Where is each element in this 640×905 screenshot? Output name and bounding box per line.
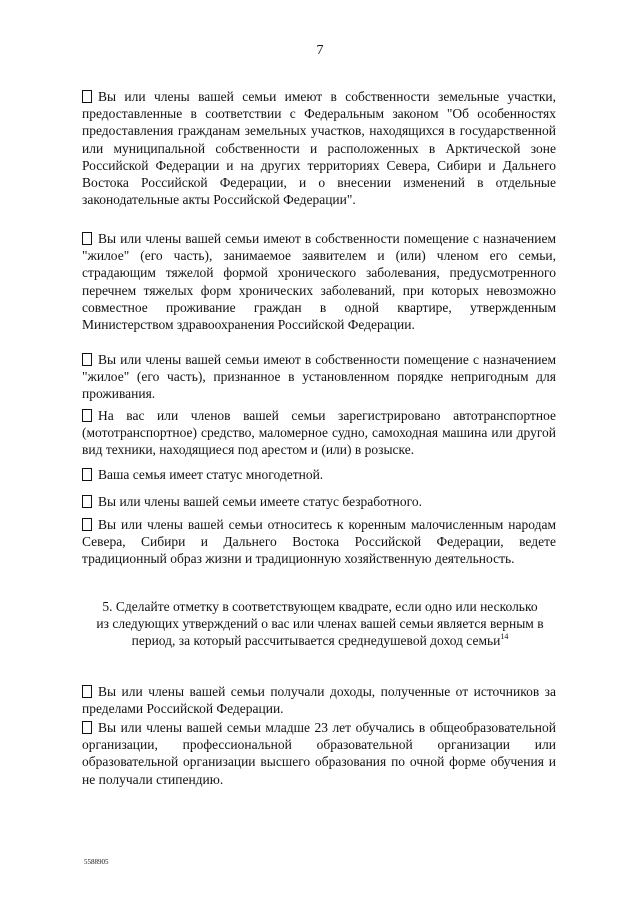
statement-indigenous	[82, 516, 556, 568]
checkbox-indigenous[interactable]	[82, 518, 92, 531]
page-number: 7	[316, 43, 324, 58]
section-5-heading	[96, 598, 544, 650]
statement-foreign-income	[82, 683, 556, 717]
statement-housing-illness	[82, 230, 556, 333]
statement-large-family	[82, 466, 556, 483]
checkbox-land-plots[interactable]	[82, 90, 92, 103]
statement-unemployed	[82, 493, 556, 510]
statement-land-plots	[82, 88, 556, 208]
statement-text: Вы или члены вашей семьи имеют в собственности помещение с назначением "жилое" (его часть), занимаемое заявителем и (или) членом его семьи, страдающим тяжелой формой хронического заболевания, предусмотренного перечнем тяжелых форм хронических заболеваний, при которых невозможно совместное проживание граждан в одной квартире, утвержденным Министерством здравоохранения Российской Федерации.	[82, 231, 556, 333]
checkbox-foreign-income[interactable]	[82, 685, 92, 698]
statement-housing-unfit	[82, 351, 556, 403]
section-5-heading-text: 5. Сделайте отметку в соответствующем квадрате, если одно или несколько из следующих утверждений о вас или членах вашей семьи является верным в период, за который рассчитывается среднедушевой доход семьи	[96, 599, 544, 649]
document-code: 5588905	[84, 858, 109, 866]
statement-student-no-stipend	[82, 719, 556, 788]
statement-text: Ваша семья имеет статус многодетной.	[98, 467, 324, 482]
statement-text: Вы или члены вашей семьи получали доходы, полученные от источников за пределами Российской Федерации.	[82, 684, 556, 717]
footnote-reference: 14	[500, 632, 509, 642]
statement-text: Вы или члены вашей семьи младше 23 лет обучались в общеобразовательной организации, профессиональной образовательной организации или образовательной организации высшего образования по очной форме обучения и не получали стипендию.	[82, 720, 556, 787]
checkbox-large-family[interactable]	[82, 468, 92, 481]
statement-text: Вы или члены вашей семьи относитесь к коренным малочисленным народам Севера, Сибири и Дальнего Востока Российской Федерации, ведете традиционный образ жизни и традиционную хозяйственную деятельность.	[82, 517, 556, 567]
checkbox-housing-unfit[interactable]	[82, 353, 92, 366]
checkbox-student-no-stipend[interactable]	[82, 721, 92, 734]
statement-text: Вы или члены вашей семьи имеют в собственности помещение с назначением "жилое" (его часть), признанное в установленном порядке непригодным для проживания.	[82, 352, 556, 402]
statement-vehicle-arrest	[82, 407, 556, 459]
statement-text: Вы или члены вашей семьи имеют в собственности земельные участки, предоставленные в соответствии с Федеральным законом "Об особенностях предоставления гражданам земельных участков, находящихся в государственной или муниципальной собственности и расположенных в Арктической зоне Российской Федерации и на других территориях Севера, Сибири и Дальнего Востока Российской Федерации, и о внесении изменений в отдельные законодательные акты Российской Федерации".	[82, 89, 556, 208]
checkbox-housing-illness[interactable]	[82, 232, 92, 245]
checkbox-vehicle-arrest[interactable]	[82, 409, 92, 422]
statement-text: Вы или члены вашей семьи имеете статус безработного.	[98, 494, 422, 509]
statement-text: На вас или членов вашей семьи зарегистрировано автотранспортное (мототранспортное) средство, маломерное судно, самоходная машина или другой вид техники, находящиеся под арестом и (или) в розыске.	[82, 408, 556, 458]
checkbox-unemployed[interactable]	[82, 495, 92, 508]
